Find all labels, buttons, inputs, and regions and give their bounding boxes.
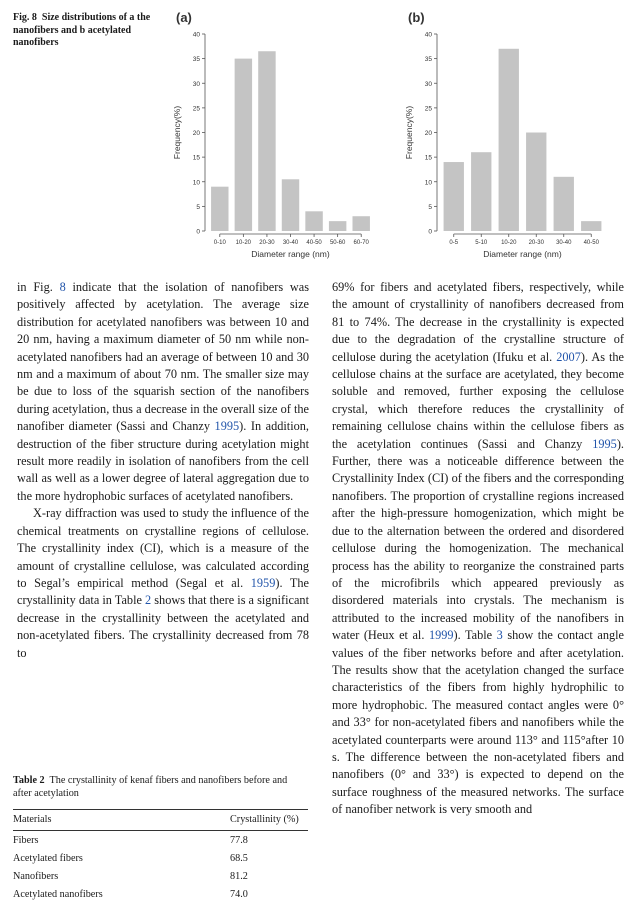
bar [282, 179, 299, 231]
x-tick-label: 40-50 [306, 240, 322, 246]
y-tick-label: 0 [428, 228, 432, 236]
y-tick-label: 35 [192, 56, 200, 64]
y-tick-label: 20 [192, 130, 200, 137]
y-tick-label: 15 [424, 154, 432, 162]
figure-caption-text: Size distributions of a the nanofibers and b acetylated nanofibers [13, 12, 151, 48]
table-label: Table 2 [13, 775, 45, 786]
table-caption [13, 774, 308, 800]
figure-label: Fig. 8 [13, 12, 37, 23]
table-2 [13, 774, 308, 903]
x-tick-label: 0-10 [213, 240, 226, 246]
table-cell-material: Acetylated fibers [13, 853, 83, 864]
y-tick-label: 10 [424, 179, 432, 187]
bar [471, 152, 491, 231]
y-tick-label: 30 [424, 80, 432, 88]
y-tick-label: 15 [192, 154, 200, 162]
paragraph-1: in Fig. 8 indicate that the isolation of nanofibers was positively affected by acetylation. The average size distribution for acetylated nanofibers was between 10 and 20 nm, having a maximum diameter of 50 nm while non-acetylated nanofibers had an average of between 10 and 30 nm and a maximum of about 70 nm. The smaller size may be due to loss of the squarish section of the nanofibers during acetylation, thus a decrease in the overall size of the nanofiber diameter (Sassi and Chanzy 1995). In addition, destruction of the fiber structure during acetylation might result more readily in isolation of nanofibers from the cell wall as well as a lower degree of lateral aggregation due to the more hydrophobic surfaces of acetylated nanofibers. [17, 280, 310, 503]
x-tick-label: 20-30 [259, 240, 275, 246]
y-tick-label: 40 [424, 31, 432, 39]
table-cell-value: 68.5 [230, 853, 248, 864]
y-axis-label: Frequency(%) [404, 105, 414, 160]
x-tick-label: 10-20 [501, 240, 517, 246]
table-cell-material: Acetylated nanofibers [13, 889, 103, 900]
y-tick-label: 0 [196, 228, 200, 236]
y-tick-label: 20 [424, 130, 432, 137]
table-link[interactable]: 2 [145, 593, 152, 608]
x-axis-label: Diameter range (nm) [483, 249, 562, 259]
x-tick-label: 30-40 [282, 240, 299, 246]
bar [211, 187, 228, 231]
bar [305, 211, 322, 231]
bar [526, 133, 546, 232]
x-tick-label: 50-60 [329, 240, 346, 246]
bar [554, 177, 574, 231]
table-cell-material: Fibers [13, 835, 39, 846]
paragraph-2: X-ray diffraction was used to study the influence of the chemical treatments on crystalline regions of cellulose. The crystallinity index (CI), which is a measure of the amount of crystalline cellulose, was calculated according to Segal’s empirical method (Segal et al. 1959). The crystallinity data in Table 2 shows that there is a significant decrease in the crystallinity between the acetylated and non-acetylated fibers. The crystallinity decreased from 78 to [17, 506, 310, 660]
x-tick-label: 30-40 [556, 240, 572, 246]
bar [581, 221, 601, 231]
citation-link[interactable]: 1995 [592, 436, 617, 451]
x-tick-label: 10-20 [235, 240, 252, 246]
panel-label: (a) [176, 10, 192, 25]
table-cell-material: Nanofibers [13, 871, 59, 882]
crystallinity-table [13, 809, 308, 903]
chart-a-svg [166, 8, 381, 260]
chart-b-svg [398, 8, 613, 260]
column-header-materials: Materials [13, 810, 230, 831]
y-tick-label: 35 [424, 56, 432, 64]
column-header-crystallinity: Crystallinity (%) [230, 810, 308, 831]
y-tick-label: 25 [192, 105, 200, 113]
table-link[interactable]: 3 [496, 628, 503, 643]
y-axis-label: Frequency(%) [172, 105, 182, 160]
text-column-right [332, 279, 624, 819]
x-tick-label: 0-5 [449, 240, 459, 246]
table-cell-value: 77.8 [230, 835, 248, 846]
panel-label: (b) [408, 10, 425, 25]
bar [444, 162, 464, 231]
table-caption-text: The crystallinity of kenaf fibers and nanofibers before and after acetylation [13, 775, 288, 799]
y-tick-label: 25 [424, 105, 432, 113]
y-tick-label: 5 [428, 203, 432, 211]
text-column-left [17, 279, 309, 662]
table-row [13, 885, 308, 903]
bar [352, 216, 369, 231]
citation-link[interactable]: 1995 [214, 419, 240, 434]
chart-panel-a [166, 8, 381, 260]
y-tick-label: 30 [192, 80, 200, 88]
bar [235, 59, 252, 231]
x-tick-label: 60-70 [353, 240, 369, 246]
y-tick-label: 40 [192, 31, 200, 39]
figure-link[interactable]: 8 [59, 280, 66, 294]
x-axis-label: Diameter range (nm) [251, 249, 330, 259]
table-header-row [13, 810, 308, 831]
table-row [13, 867, 308, 885]
table-cell-value: 81.2 [230, 871, 248, 882]
citation-link[interactable]: 1959 [250, 575, 276, 590]
table-row [13, 849, 308, 867]
bar [258, 51, 275, 231]
y-tick-label: 5 [196, 203, 200, 211]
citation-link[interactable]: 2007 [556, 349, 581, 364]
bar [499, 49, 519, 231]
paragraph-3: 69% for fibers and acetylated fibers, respectively, while the amount of crystallinity of nanofibers decreased from 81 to 74%. The decrease in the crystallinity is expected due to the degradation of the crystalline structure of cellulose during the acetylation (Ifuku et al. 2007). As the cellulose chains at the surface are acetylated, they become soluble and removed, further exposing the cellulose crystal, which therefore reduces the crystallinity of remaining cellulose chains within the cellulose fibers as the acetylation continues (Sassi and Chanzy 1995). Further, there was a noticeable difference between the Crystallinity Index (CI) of the fibers and the corresponding nanofibers. The proportion of crystalline regions increased after the high-pressure homogenization, which might be due to the alternation between the ordered and disordered cellulose during the homogenization. The mechanical process has the ability to reorganize the constrained parts of the microfibrils which appeared previously as disordered materials into crystals. The mechanism is attributed to the increased mobility of the nanofibers in water (Heux et al. 1999). Table 3 show the contact angle values of the fiber networks before and after acetylation. The results show that the acetylation changed the surface characteristics of the fibers from highly hydrophilic to more hydrophobic. The measured contact angles were 0° and 33° for non-acetylated fibers and nanofibers while the acetylated counterparts were around 113° and 115°after 10 s. The difference between the non-acetylated fibers and nanofibers (0° and 33°) is expected to depend on the surface roughness of the measured networks. The surface of nanofiber network is very smooth and [332, 280, 624, 817]
x-tick-label: 40-50 [583, 240, 599, 246]
citation-link[interactable]: 1999 [428, 628, 454, 643]
table-cell-value: 74.0 [230, 889, 248, 900]
x-tick-label: 20-30 [528, 240, 544, 246]
bar [329, 221, 346, 231]
figure-caption [13, 12, 163, 50]
x-tick-label: 5-10 [475, 240, 488, 246]
table-row [13, 831, 308, 850]
y-tick-label: 10 [192, 179, 200, 187]
chart-panel-b [398, 8, 613, 260]
